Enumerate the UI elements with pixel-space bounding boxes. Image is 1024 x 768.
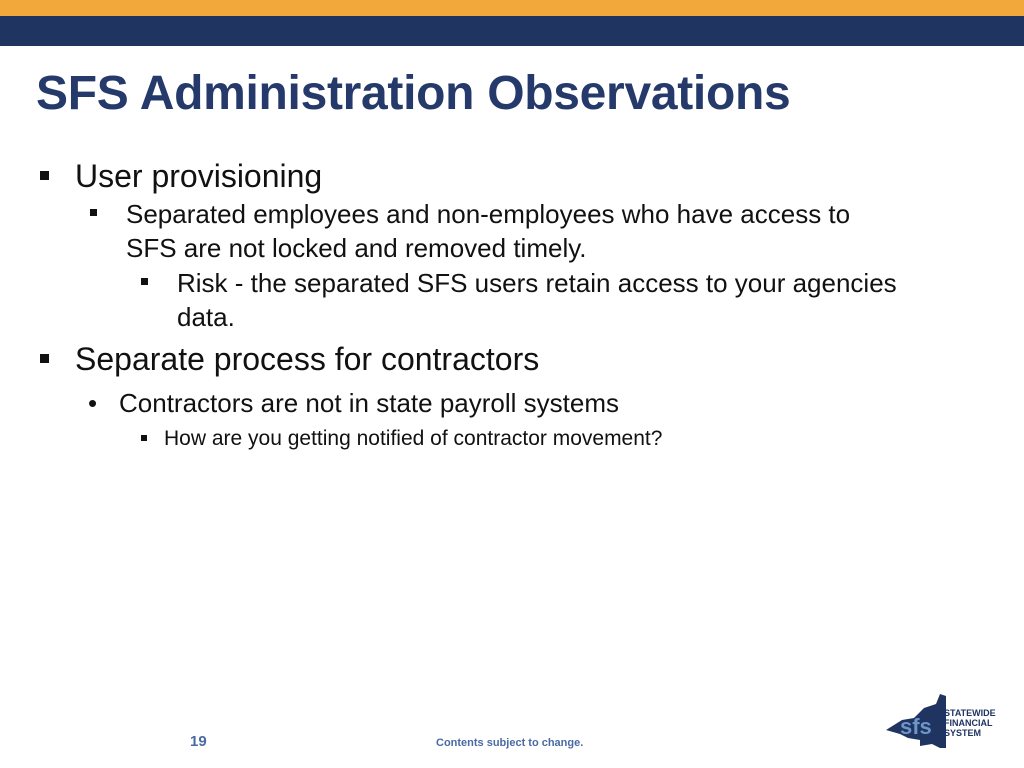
bullet-separate-process: Separate process for contractors bbox=[75, 341, 540, 377]
bullet-separated-employees-line2: SFS are not locked and removed timely. bbox=[126, 233, 587, 263]
square-bullet-icon bbox=[141, 278, 148, 285]
square-bullet-icon bbox=[40, 354, 49, 363]
logo-line-financial: FINANCIAL bbox=[944, 718, 993, 728]
bullet-separated-employees-line1: Separated employees and non-employees who have access to bbox=[126, 199, 851, 229]
bullet-contractors-payroll: Contractors are not in state payroll systems bbox=[119, 388, 619, 418]
top-navy-band bbox=[0, 16, 1024, 46]
square-bullet-icon bbox=[90, 209, 97, 216]
logo-mark: sfs bbox=[900, 714, 932, 739]
round-bullet-icon: • bbox=[88, 388, 98, 418]
footer-note: Contents subject to change. bbox=[436, 737, 584, 749]
bullet-user-provisioning: User provisioning bbox=[75, 158, 323, 194]
bullet-contractor-movement: How are you getting notified of contractor movement? bbox=[164, 427, 663, 450]
square-bullet-icon bbox=[141, 435, 147, 441]
top-gold-band bbox=[0, 0, 1024, 16]
bullet-risk-line2: data. bbox=[177, 302, 235, 332]
logo-text bbox=[944, 708, 996, 738]
logo-line-statewide: STATEWIDE bbox=[944, 708, 996, 718]
square-bullet-icon bbox=[40, 171, 49, 180]
slide-title: SFS Administration Observations bbox=[36, 67, 791, 120]
bullet-risk-line1: Risk - the separated SFS users retain access to your agencies bbox=[177, 268, 897, 298]
logo-line-system: SYSTEM bbox=[944, 728, 982, 738]
page-number: 19 bbox=[190, 733, 207, 750]
